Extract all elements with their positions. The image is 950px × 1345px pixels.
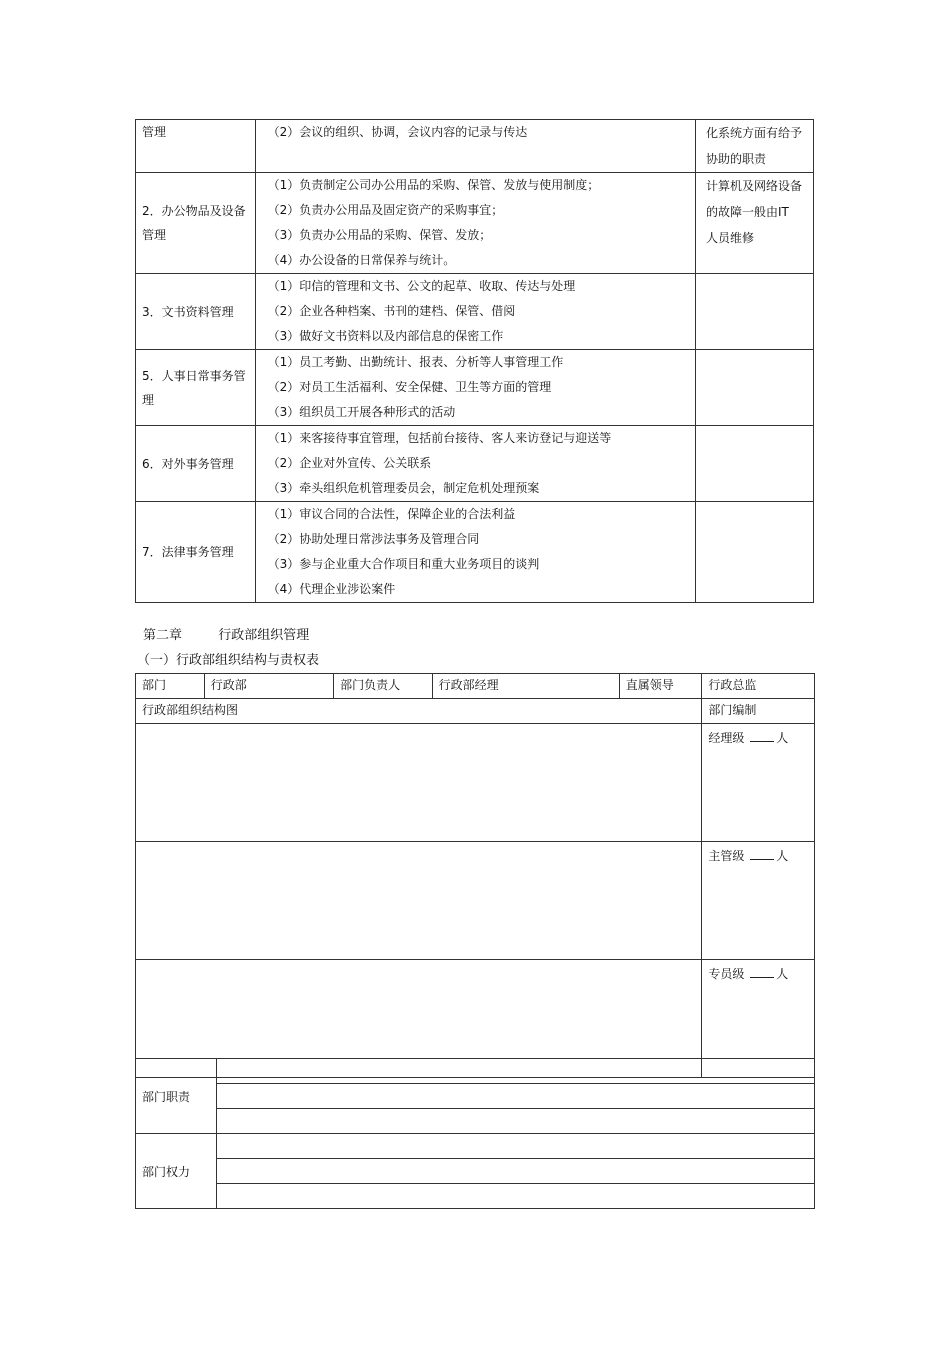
duty-item: （2）会议的组织、协调，会议内容的记录与传达 [267,125,528,139]
table-row [136,1134,815,1159]
duty-item: （3）做好文书资料以及内部信息的保密工作 [267,329,504,343]
note-cell [695,426,813,502]
level-unit: 人 [776,967,789,981]
duties-label: 部门职责 [136,1059,217,1134]
duty-item: （1）审议合同的合法性，保障企业的合法利益 [267,507,516,521]
duties-line [217,1109,815,1134]
level-label: 主管级 [708,849,745,863]
duties-table [135,119,814,603]
superior-label: 直属领导 [619,674,702,699]
level-label: 专员级 [708,967,745,981]
chapter-heading [143,624,309,643]
description-cell [255,120,695,173]
chapter-title: 行政部组织管理 [218,628,310,643]
level-label: 经理级 [708,731,745,745]
org-structure-table [135,673,815,1078]
powers-line [217,1184,815,1209]
description-cell [255,173,695,274]
level-unit: 人 [776,731,789,745]
duty-item: （3）组织员工开展各种形式的活动 [267,405,456,419]
description-cell [255,350,695,426]
category-cell: 2．办公物品及设备管理 [136,173,256,274]
level-unit: 人 [776,849,789,863]
note-cell: 计算机及网络设备的故障一般由IT 人员维修 [695,173,813,274]
count-blank [750,859,774,860]
duty-item: （4）办公设备的日常保养与统计。 [267,253,456,267]
table-row [136,724,815,842]
count-blank [750,741,774,742]
table-row [136,120,814,173]
duties-line [217,1084,815,1109]
table-row [136,426,814,502]
category-cell: 3．文书资料管理 [136,274,256,350]
table-row [136,1109,815,1134]
duty-item: （2）企业各种档案、书刊的建档、保管、借阅 [267,304,516,318]
org-chart-label: 行政部组织结构图 [136,699,702,724]
section-title: （一）行政部组织结构与责权表 [137,653,320,668]
duty-item: （1）来客接待事宜管理，包括前台接待、客人来访登记与迎送等 [267,431,612,445]
duty-item: （2）对员工生活福利、安全保健、卫生等方面的管理 [267,380,552,394]
count-blank [750,977,774,978]
table-row [136,173,814,274]
note-cell [695,502,813,603]
duty-item: （1）印信的管理和文书、公文的起草、收取、传达与处理 [267,279,576,293]
duty-item: （3）负责办公用品的采购、保管、发放； [267,228,492,242]
org-chart-area [136,724,702,842]
description-cell [255,502,695,603]
category-cell: 6．对外事务管理 [136,426,256,502]
duty-item: （3）牵头组织危机管理委员会，制定危机处理预案 [267,481,540,495]
duty-item: （1）员工考勤、出勤统计、报表、分析等人事管理工作 [267,355,564,369]
dept-label: 部门 [136,674,205,699]
chapter-number: 第二章 [143,628,183,643]
dept-value: 行政部 [204,674,333,699]
org-chart-area [136,842,702,960]
duties-powers-table [135,1058,815,1209]
superior-value: 行政总监 [702,674,815,699]
duty-item: （4）代理企业涉讼案件 [267,582,396,596]
powers-line [217,1159,815,1184]
staffing-label: 部门编制 [702,699,815,724]
table-row [136,699,815,724]
duty-item: （3）参与企业重大合作项目和重大业务项目的谈判 [267,557,540,571]
table-row [136,1184,815,1209]
note-cell [695,274,813,350]
staff-level-cell [702,724,815,842]
table-row [136,502,814,603]
duties-line [217,1059,815,1084]
note-cell: 化系统方面有给予协助的职责 [695,120,813,173]
head-value: 行政部经理 [432,674,619,699]
table-row [136,674,815,699]
duty-item: （2）协助处理日常涉法事务及管理合同 [267,532,480,546]
table-row [136,350,814,426]
powers-line [217,1134,815,1159]
duty-item: （2）负责办公用品及固定资产的采购事宜； [267,203,504,217]
powers-label: 部门权力 [136,1134,217,1209]
table-row [136,842,815,960]
description-cell [255,274,695,350]
head-label: 部门负责人 [334,674,433,699]
duty-item: （2）企业对外宣传、公关联系 [267,456,432,470]
staff-level-cell [702,842,815,960]
table-row [136,1059,815,1084]
category-cell: 5．人事日常事务管理 [136,350,256,426]
description-cell [255,426,695,502]
table-row [136,274,814,350]
category-cell: 管理 [136,120,256,173]
duty-item: （1）负责制定公司办公用品的采购、保管、发放与使用制度； [267,178,600,192]
table-row [136,1159,815,1184]
category-cell: 7．法律事务管理 [136,502,256,603]
table-row [136,1084,815,1109]
note-cell [695,350,813,426]
